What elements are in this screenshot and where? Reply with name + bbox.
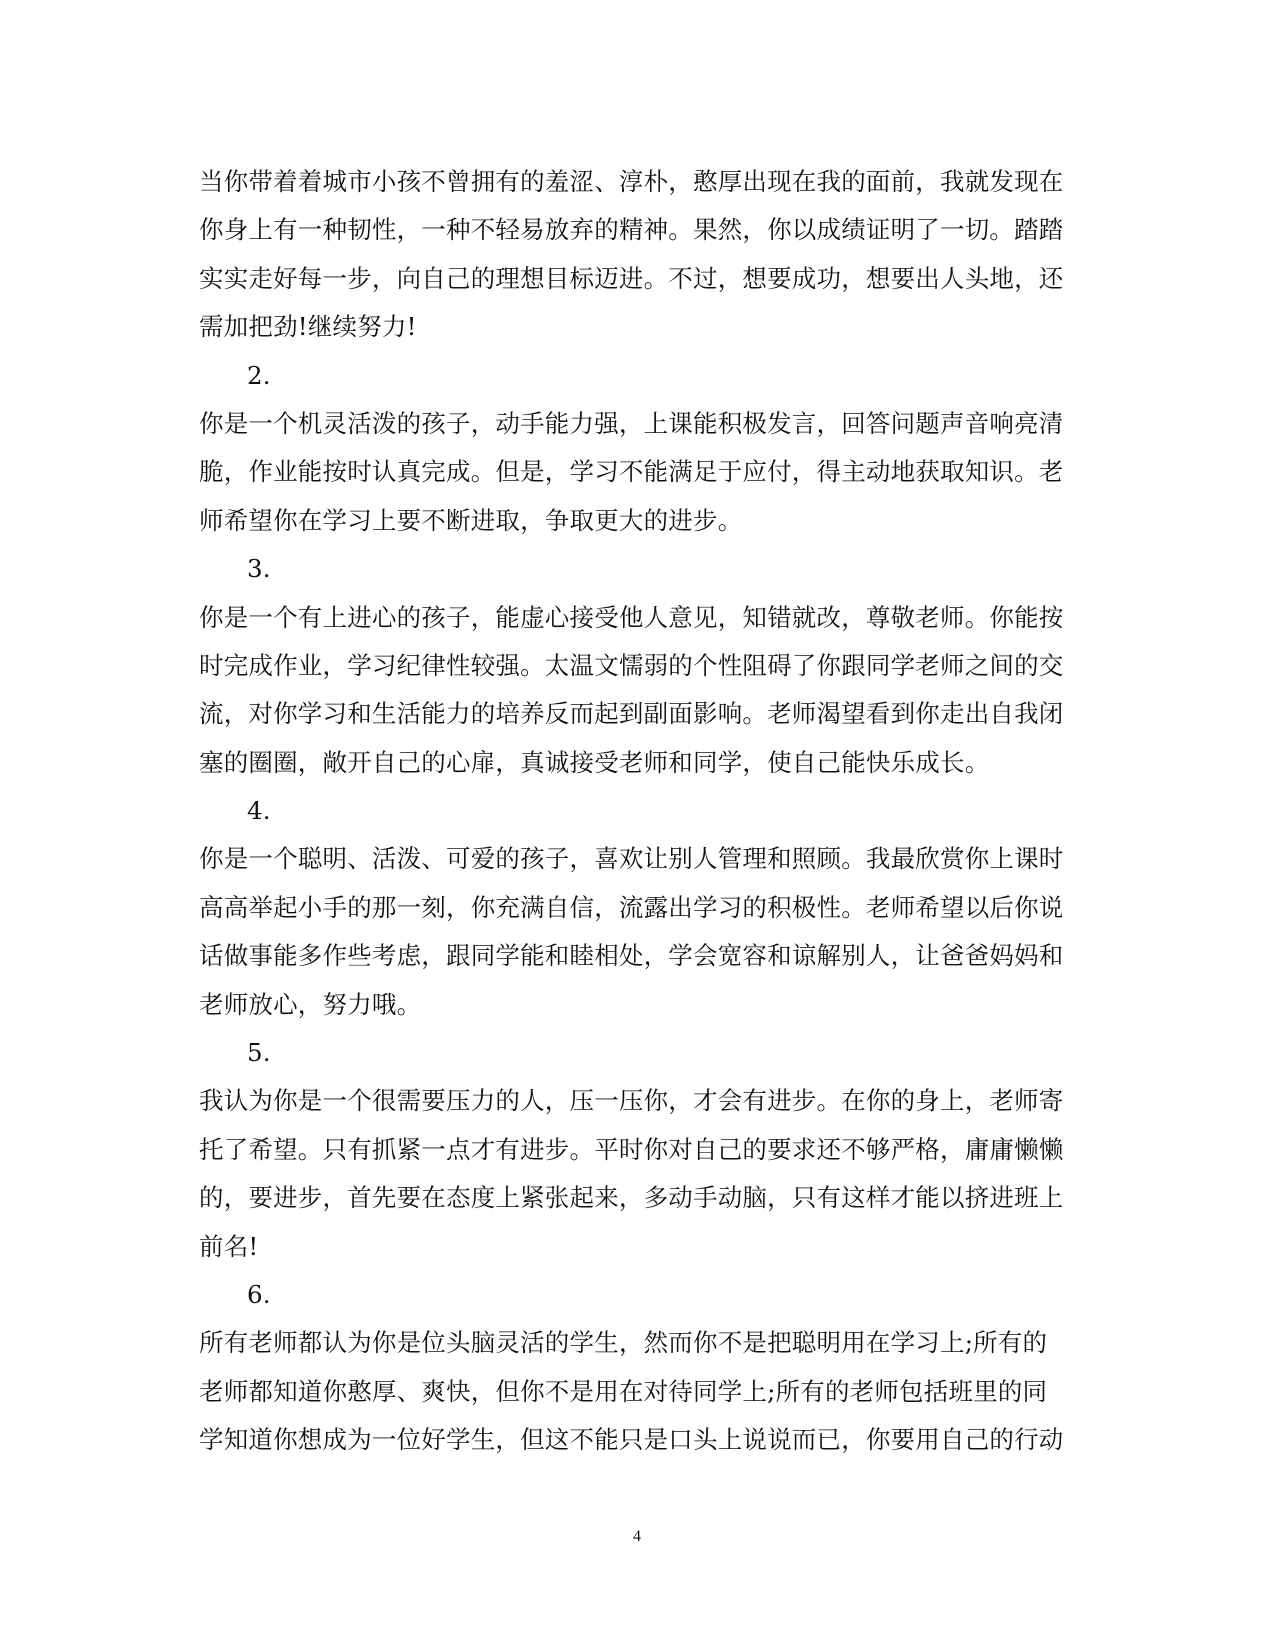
document-body <box>199 158 1075 1465</box>
text-line: 你是一个机灵活泼的孩子，动手能力强，上课能积极发言，回答问题声音响亮清 <box>199 408 1064 438</box>
item-number: 4. <box>247 796 271 826</box>
item-number: 6. <box>247 1279 271 1309</box>
text-line: 老师都知道你憨厚、爽快，但你不是用在对待同学上;所有的老师包括班里的同 <box>199 1376 1048 1406</box>
text-line: 你身上有一种韧性，一种不轻易放弃的精神。果然，你以成绩证明了一切。踏踏 <box>199 215 1064 245</box>
text-line: 你是一个有上进心的孩子，能虚心接受他人意见，知错就改，尊敬老师。你能按 <box>199 602 1064 632</box>
text-line: 你是一个聪明、活泼、可爱的孩子，喜欢让别人管理和照顾。我最欣赏你上课时 <box>199 844 1064 874</box>
text-line: 托了希望。只有抓紧一点才有进步。平时你对自己的要求还不够严格，庸庸懒懒 <box>199 1134 1064 1164</box>
text-line: 学知道你想成为一位好学生，但这不能只是口头上说说而已，你要用自己的行动 <box>199 1425 1064 1455</box>
page-number: 4 <box>633 1528 641 1545</box>
text-line: 实实走好每一步，向自己的理想目标迈进。不过，想要成功，想要出人头地，还 <box>199 263 1064 293</box>
text-line: 塞的圈圈，敞开自己的心扉，真诚接受老师和同学，使自己能快乐成长。 <box>199 747 990 777</box>
text-line: 需加把劲!继续努力! <box>199 312 417 342</box>
text-line: 高高举起小手的那一刻，你充满自信，流露出学习的积极性。老师希望以后你说 <box>199 892 1064 922</box>
text-line: 脆，作业能按时认真完成。但是，学习不能满足于应付，得主动地获取知识。老 <box>199 457 1064 487</box>
text-line: 话做事能多作些考虑，跟同学能和睦相处，学会宽容和谅解别人，让爸爸妈妈和 <box>199 941 1064 971</box>
text-line: 前名! <box>199 1231 259 1261</box>
item-number: 2. <box>247 360 271 390</box>
text-line: 所有老师都认为你是位头脑灵活的学生，然而你不是把聪明用在学习上;所有的 <box>199 1328 1048 1358</box>
text-line: 当你带着着城市小孩不曾拥有的羞涩、淳朴，憨厚出现在我的面前，我就发现在 <box>199 167 1064 196</box>
text-line: 的，要进步，首先要在态度上紧张起来，多动手动脑，只有这样才能以挤进班上 <box>199 1183 1064 1213</box>
text-line: 流，对你学习和生活能力的培养反而起到副面影响。老师渴望看到你走出自我闭 <box>199 699 1064 729</box>
text-line: 师希望你在学习上要不断进取，争取更大的进步。 <box>199 505 743 535</box>
item-number: 3. <box>247 554 271 584</box>
text-line: 老师放心，努力哦。 <box>199 989 422 1019</box>
item-number: 5. <box>247 1038 271 1068</box>
text-line: 时完成作业，学习纪律性较强。太温文懦弱的个性阻碍了你跟同学老师之间的交 <box>199 650 1064 680</box>
text-line: 我认为你是一个很需要压力的人，压一压你，才会有进步。在你的身上，老师寄 <box>199 1086 1064 1116</box>
